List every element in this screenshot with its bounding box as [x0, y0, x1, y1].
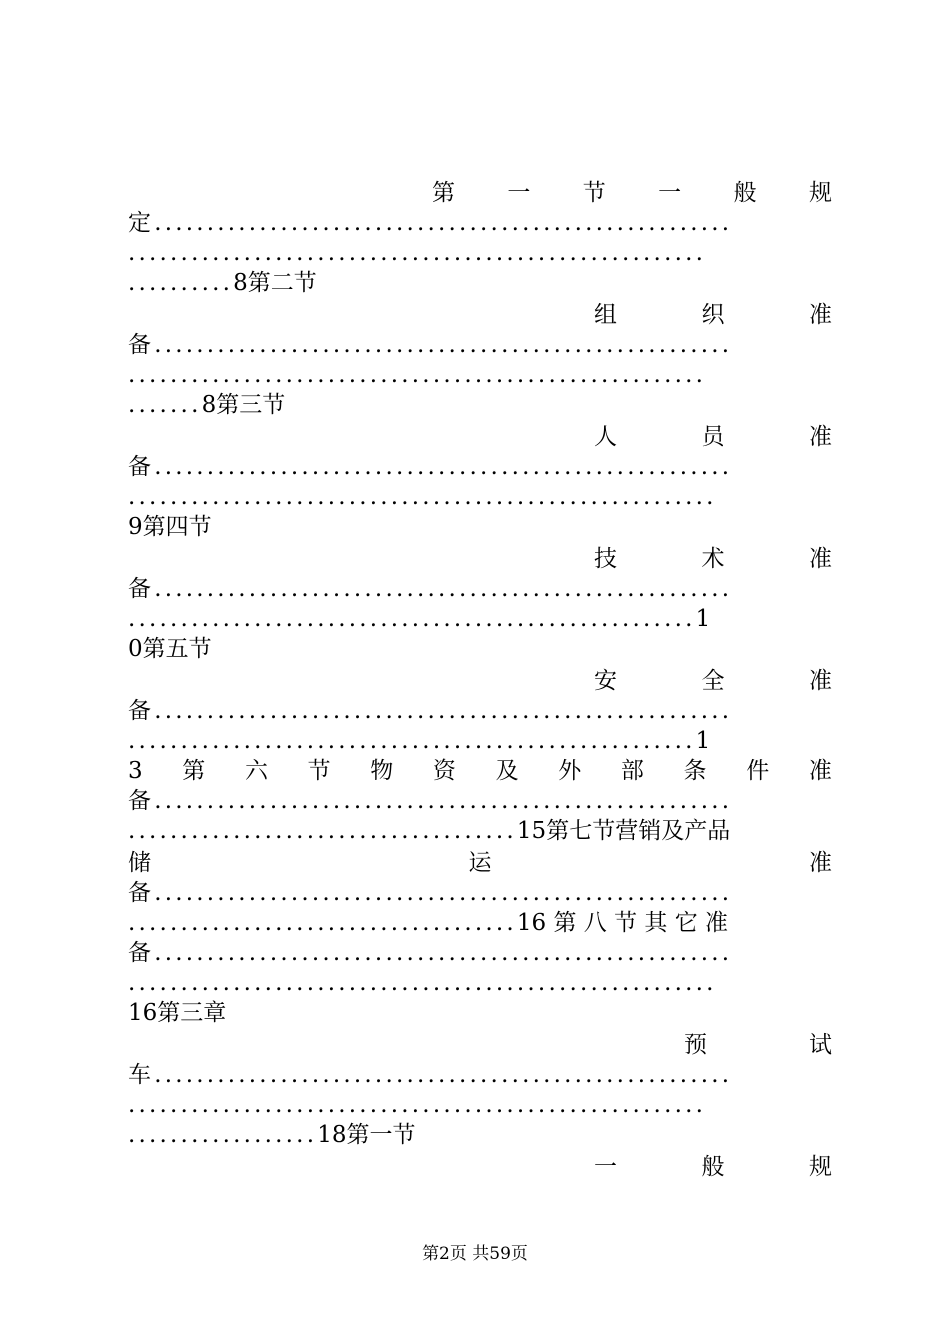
toc-line: .......8第三节	[128, 392, 286, 418]
toc-line: .....................................16 第 八 节 其 它 准	[128, 910, 729, 936]
toc-line: 技 术 准	[594, 546, 832, 572]
toc-line: 预 试	[684, 1032, 832, 1058]
toc-line: 安 全 准	[594, 668, 832, 694]
toc-line: 16第三章	[128, 1000, 227, 1026]
toc-line: ........................................................	[128, 484, 717, 510]
toc-line: ..........8第二节	[128, 270, 317, 296]
toc-line: 第 一 节 一 般 规	[432, 180, 832, 206]
toc-line: 备.......................................................	[128, 788, 733, 814]
toc-line: ......................................................1	[128, 606, 714, 632]
toc-line: 储 运 准	[128, 850, 832, 876]
toc-line: .......................................................	[128, 362, 707, 388]
toc-line: 备.......................................................	[128, 332, 733, 358]
toc-line: ........................................................	[128, 970, 717, 996]
toc-line: 备.......................................................	[128, 940, 733, 966]
toc-line: .......................................................	[128, 240, 707, 266]
toc-line: 人 员 准	[594, 424, 832, 450]
toc-line: 备.......................................................	[128, 576, 733, 602]
toc-line: 备.......................................................	[128, 454, 733, 480]
toc-line: 一 般 规	[594, 1154, 832, 1180]
toc-line: ......................................................1	[128, 728, 714, 754]
toc-line: 备.......................................................	[128, 880, 733, 906]
toc-line: 组 织 准	[594, 302, 832, 328]
toc-line: ..................18第一节	[128, 1122, 416, 1148]
toc-line: 备.......................................................	[128, 698, 733, 724]
toc-line: 0第五节	[128, 636, 212, 662]
page-footer: 第2页 共59页	[422, 1244, 528, 1264]
toc-line: 3 第 六 节 物 资 及 外 部 条 件 准	[128, 758, 832, 784]
toc-line: 9第四节	[128, 514, 212, 540]
toc-line: .......................................................	[128, 1092, 707, 1118]
toc-line: 定.......................................................	[128, 210, 733, 236]
toc-line: 车.......................................................	[128, 1062, 733, 1088]
toc-line: .....................................15第七节营销及产品	[128, 818, 731, 844]
